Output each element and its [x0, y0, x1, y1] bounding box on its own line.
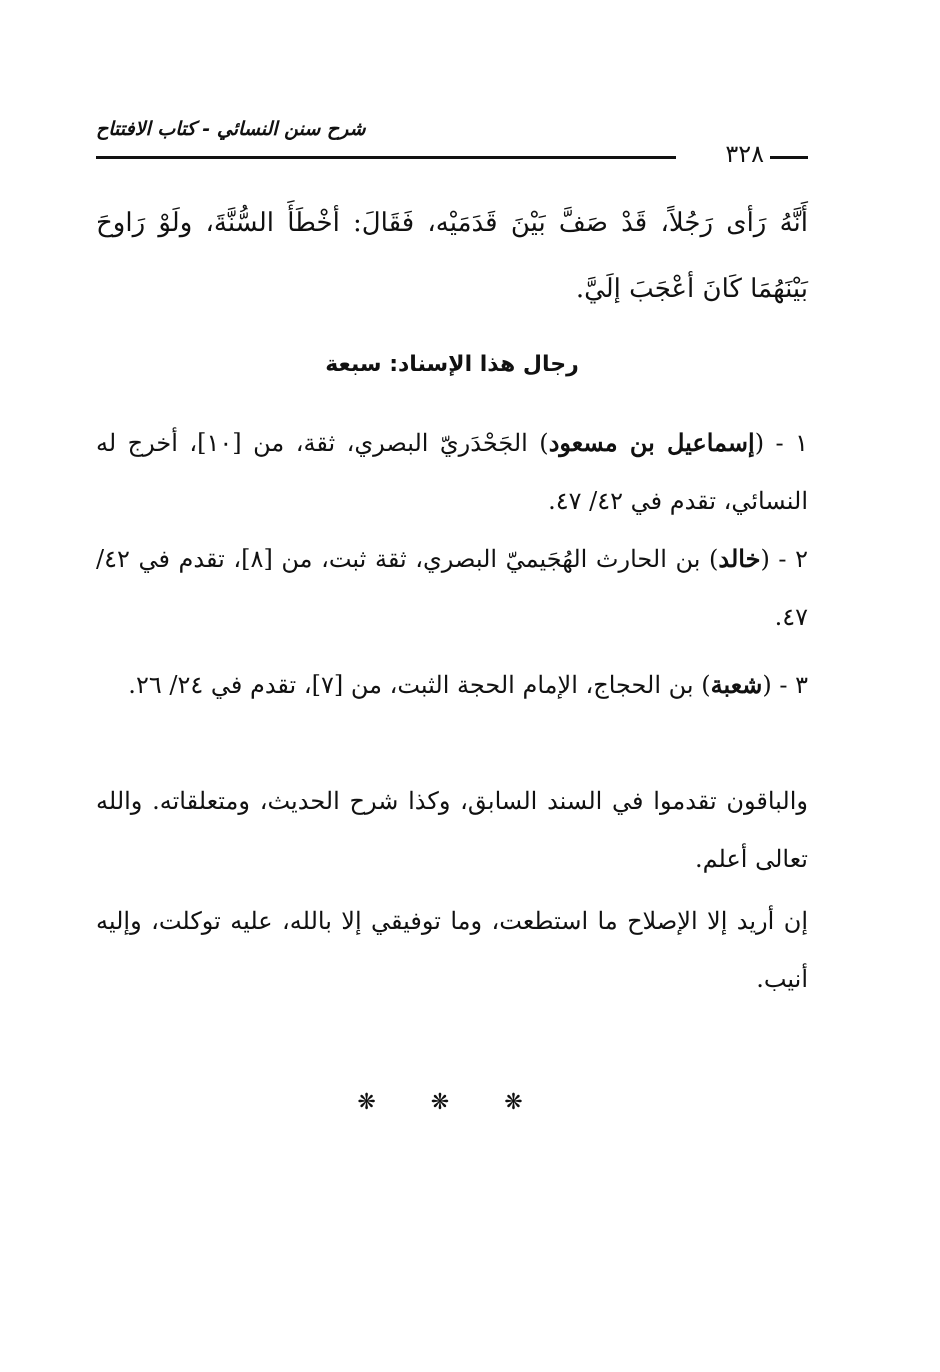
page-number-rule [770, 156, 808, 159]
asterism-separator: ❋ ❋ ❋ [357, 1090, 547, 1115]
narrator-item-3 [96, 656, 808, 714]
narrator-item-1 [96, 414, 808, 530]
page-header [96, 118, 808, 168]
remaining-narrators-paragraph: والباقون تقدموا في السند السابق، وكذا شرح الحديث، ومتعلقاته. والله تعالى أعلم. [96, 787, 808, 873]
header-rule [96, 156, 676, 159]
page-number: ٣٢٨ [725, 140, 764, 168]
hadith-text: أَنَّهُ رَأى رَجُلاً، قَدْ صَفَّ بَيْنَ قَدَمَيْه، فَقَالَ: أخْطَأَ السُّنَّةَ، ولَوْ رَاوحَ بَيْنَهُمَا كَانَ أعْجَبَ إلَيَّ. [96, 208, 808, 304]
narrator-details: ) بن الحجاج، الإمام الحجة الثبت، من [٧]، تقدم في ٢٤/ ٢٦. [128, 671, 711, 699]
running-title: شرح سنن النسائي - كتاب الافتتاح [96, 118, 366, 140]
section-heading: رجال هذا الإسناد: سبعة [325, 352, 579, 377]
narrator-number: ٣ - ( [762, 671, 808, 699]
closing-paragraph: إن أريد إلا الإصلاح ما استطعت، وما توفيقي إلا بالله، عليه توكلت، وإليه أنيب. [96, 907, 808, 993]
narrator-number: ١ - ( [754, 429, 809, 457]
narrator-name: شعبة [710, 670, 763, 699]
narrator-name: خالد [718, 544, 761, 573]
narrator-details: ) الجَحْدَريّ البصري، ثقة، من [١٠]، أخرج له النسائي، تقدم في ٤٢/ ٤٧. [96, 429, 808, 515]
narrator-name: إسماعيل بن مسعود [548, 428, 755, 457]
narrator-item-2 [96, 530, 808, 646]
narrator-details: ) بن الحارث الهُجَيميّ البصري، ثقة ثبت، من [٨]، تقدم في ٤٢/ ٤٧. [96, 545, 808, 631]
narrator-number: ٢ - ( [760, 545, 809, 573]
